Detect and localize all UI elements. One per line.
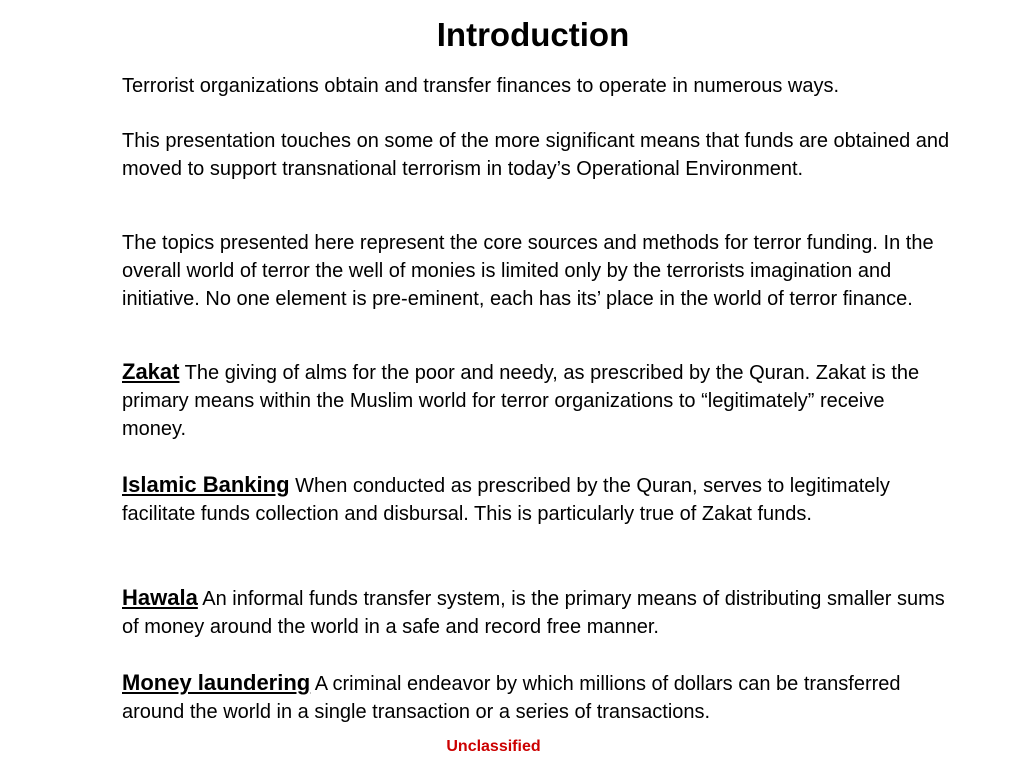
topics-paragraph: The topics presented here represent the core sources and methods for terror funding. In the overall world of terror the well of monies is limited only by the terrorists imagination and initiative. No one element is pre-eminent, each has its’ place in the world of terror finance.	[122, 232, 934, 310]
definition-term: Zakat	[122, 359, 180, 384]
presentation-paragraph: This presentation touches on some of the more significant means that funds are obtained and moved to support transnational terrorism in today’s Operational Environment.	[122, 130, 950, 180]
definition-zakat	[122, 358, 952, 443]
definition-text: An informal funds transfer system, is the primary means of distributing smaller sums of money around the world in a safe and record free manner.	[122, 588, 945, 638]
definition-term: Hawala	[122, 585, 198, 610]
definition-text: When conducted as prescribed by the Quran, serves to legitimately facilitate funds collection and disbursal. This is particularly true of Zakat funds.	[122, 475, 890, 525]
definition-money-laundering	[122, 669, 952, 726]
classification-label: Unclassified	[446, 738, 541, 755]
definition-text: The giving of alms for the poor and needy, as prescribed by the Quran. Zakat is the primary means within the Muslim world for terror organizations to “legitimately” receive money.	[122, 362, 920, 440]
definition-term: Money laundering	[122, 670, 311, 695]
intro-paragraph: Terrorist organizations obtain and transfer finances to operate in numerous ways.	[122, 75, 840, 97]
definition-hawala	[122, 584, 952, 641]
slide-title: Introduction	[436, 16, 630, 53]
definition-text: A criminal endeavor by which millions of dollars can be transferred around the world in a single transaction or a series of transactions.	[122, 673, 901, 723]
definition-islamic-banking	[122, 471, 952, 528]
definition-term: Islamic Banking	[122, 472, 290, 497]
